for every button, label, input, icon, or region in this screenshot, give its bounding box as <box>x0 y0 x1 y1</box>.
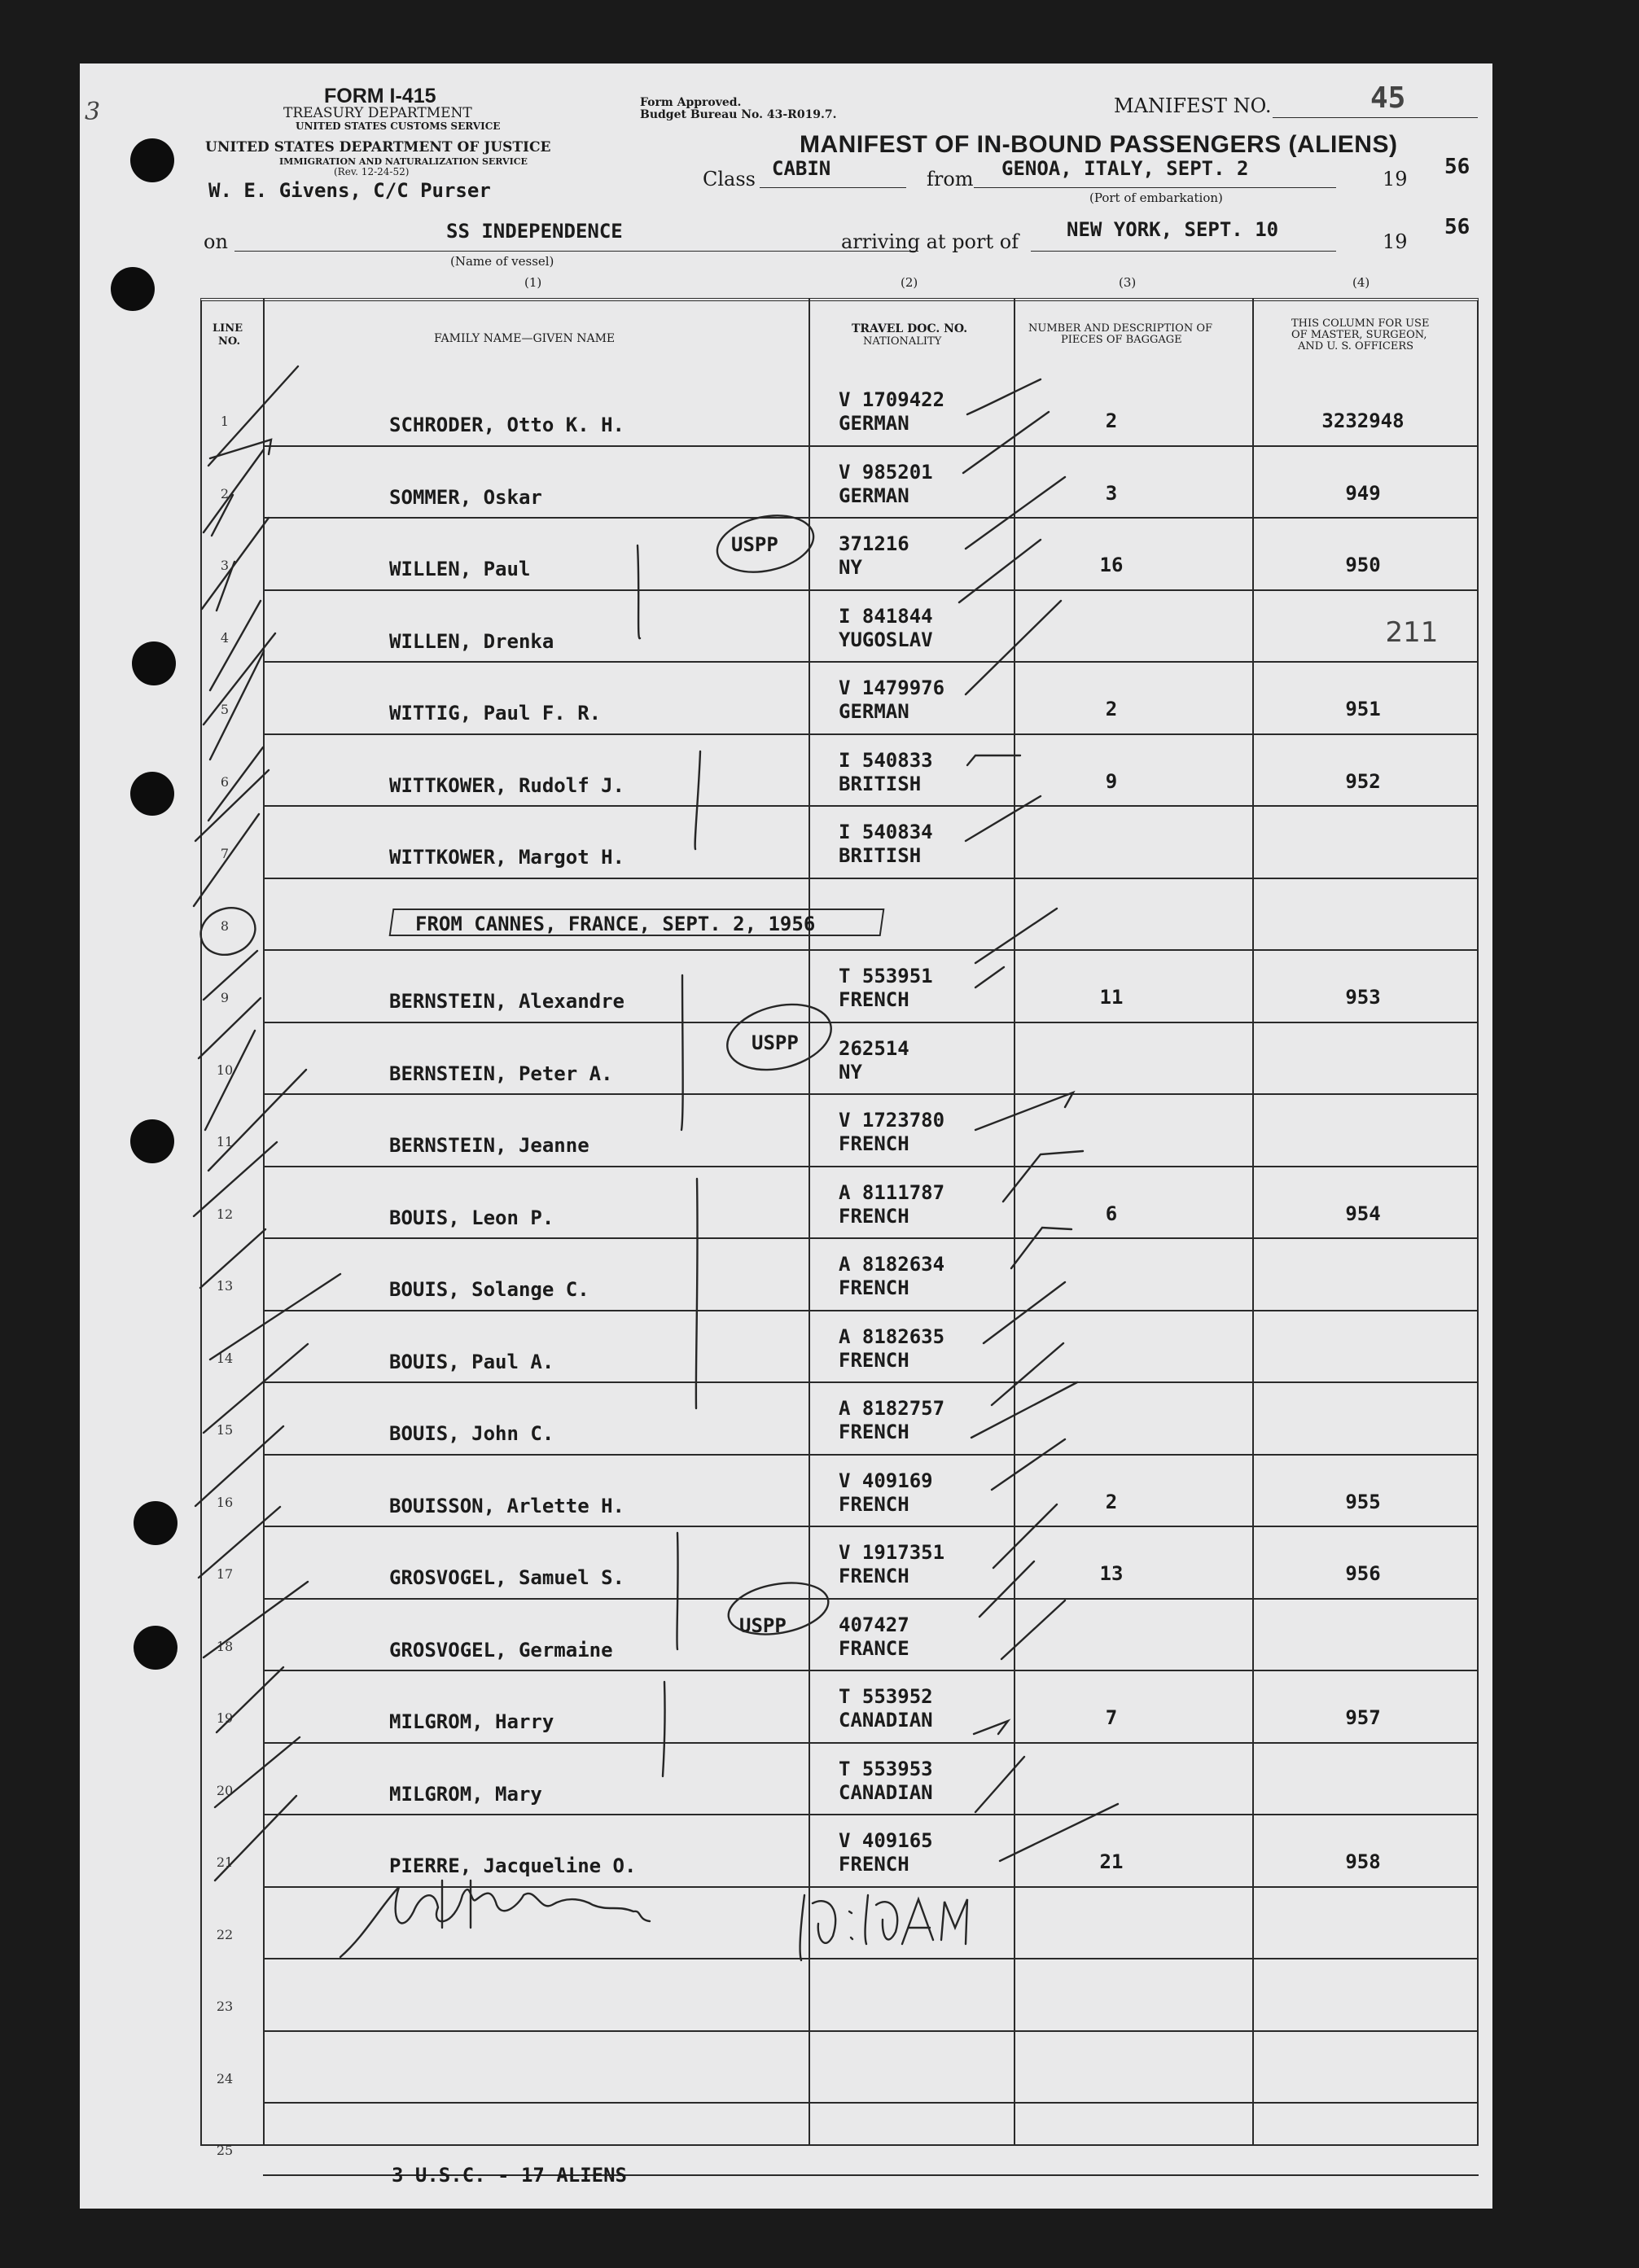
travel-doc-number: 262514 <box>839 1037 909 1060</box>
passenger-name: SOMMER, Oskar <box>389 486 542 509</box>
travel-doc-number: A 8111787 <box>839 1181 945 1204</box>
travel-doc-number: A 8182757 <box>839 1397 945 1420</box>
travel-doc-number: I 540833 <box>839 749 933 772</box>
nationality: BRITISH <box>839 773 922 795</box>
nationality: NY <box>839 1061 862 1084</box>
nationality: FRENCH <box>839 1349 909 1372</box>
year-embarkation: 56 <box>1444 155 1470 179</box>
travel-doc-number: V 1917351 <box>839 1541 945 1564</box>
nationality: GERMAN <box>839 484 909 507</box>
passenger-name: PIERRE, Jacqueline O. <box>389 1854 637 1877</box>
annotation-top: 3 <box>85 98 101 126</box>
officer-entry: 958 <box>1345 1850 1381 1873</box>
arrival-port: NEW YORK, SEPT. 10 <box>1067 218 1279 241</box>
passenger-name: GROSVOGEL, Samuel S. <box>389 1566 624 1589</box>
passenger-name: BERNSTEIN, Peter A. <box>389 1062 613 1085</box>
port-embarkation-caption: (Port of embarkation) <box>1089 190 1223 205</box>
passenger-name: WILLEN, Drenka <box>389 630 554 653</box>
handwritten-marks <box>80 63 1492 2209</box>
customs-service: UNITED STATES CUSTOMS SERVICE <box>296 120 501 132</box>
header-off-3: AND U. S. OFFICERS <box>1298 340 1414 352</box>
nationality: CANADIAN <box>839 1781 933 1804</box>
officer-entry: 957 <box>1345 1706 1381 1729</box>
line-number: 22 <box>216 1927 234 1942</box>
baggage-count: 13 <box>1099 1562 1124 1585</box>
treasury-dept: TREASURY DEPARTMENT <box>283 105 472 121</box>
nationality: GERMAN <box>839 412 909 435</box>
year-arrival: 56 <box>1444 215 1470 239</box>
header-name: FAMILY NAME—GIVEN NAME <box>434 332 616 345</box>
baggage-count: 11 <box>1099 986 1124 1009</box>
uspp-stamp: USPP <box>752 1031 799 1054</box>
travel-doc-number: 407427 <box>839 1613 909 1636</box>
budget-bureau: Budget Bureau No. 43-R019.7. <box>640 108 837 121</box>
passenger-name: WITTKOWER, Margot H. <box>389 846 624 869</box>
line-number: 24 <box>216 2071 234 2086</box>
baggage-count: 21 <box>1099 1850 1124 1873</box>
baggage-count: 6 <box>1105 1202 1118 1225</box>
line-number: 4 <box>220 630 230 646</box>
col-number-2: (2) <box>901 275 918 290</box>
line-number: 11 <box>216 1134 234 1149</box>
officer-entry: 953 <box>1345 986 1381 1009</box>
purser-name: W. E. Givens, C/C Purser <box>208 179 491 202</box>
officer-entry: 952 <box>1345 770 1381 793</box>
line-number: 13 <box>216 1278 234 1294</box>
line-number: 18 <box>216 1639 234 1654</box>
passenger-name: BOUISSON, Arlette H. <box>389 1495 624 1517</box>
manifest-number: 45 <box>1370 81 1406 115</box>
nationality: NY <box>839 556 862 579</box>
nationality: YUGOSLAV <box>839 628 933 651</box>
nationality: FRENCH <box>839 1493 909 1516</box>
officer-entry: 955 <box>1345 1491 1381 1513</box>
passenger-name: WITTKOWER, Rudolf J. <box>389 774 624 797</box>
uspp-stamp: USPP <box>731 533 778 556</box>
passenger-name: WILLEN, Paul <box>389 558 531 580</box>
manifest-title: MANIFEST OF IN-BOUND PASSENGERS (ALIENS) <box>800 131 1398 158</box>
passenger-name: SCHRODER, Otto K. H. <box>389 414 624 436</box>
travel-doc-number: T 553952 <box>839 1685 933 1708</box>
header-line: LINE <box>213 322 243 335</box>
manifest-no-label: MANIFEST NO. <box>1114 94 1272 117</box>
line-number: 25 <box>216 2143 234 2158</box>
header-off-2: OF MASTER, SURGEON, <box>1291 329 1427 341</box>
officer-entry: 951 <box>1345 698 1381 720</box>
nationality: FRENCH <box>839 1132 909 1155</box>
passenger-name: BOUIS, Solange C. <box>389 1278 589 1301</box>
travel-doc-number: V 1709422 <box>839 388 945 411</box>
officer-entry: 956 <box>1345 1562 1381 1585</box>
nationality: CANADIAN <box>839 1709 933 1732</box>
vessel-name: SS INDEPENDENCE <box>446 220 623 243</box>
year-prefix: 19 <box>1383 168 1408 190</box>
line-number: 12 <box>216 1206 234 1222</box>
footer-note: 3 U.S.C. - 17 ALIENS <box>392 2164 627 2187</box>
from-label: from <box>927 168 974 190</box>
passenger-name: BOUIS, Leon P. <box>389 1206 554 1229</box>
baggage-count: 7 <box>1105 1706 1118 1729</box>
nationality: BRITISH <box>839 844 922 867</box>
nationality: FRENCH <box>839 1276 909 1299</box>
travel-doc-number: I 540834 <box>839 821 933 843</box>
revision-date: (Rev. 12-24-52) <box>334 166 410 177</box>
baggage-count: 2 <box>1105 698 1118 720</box>
travel-doc-number: A 8182635 <box>839 1325 945 1348</box>
line-number: 6 <box>220 774 230 790</box>
travel-doc-number: I 841844 <box>839 605 933 628</box>
travel-doc-number: T 553951 <box>839 965 933 987</box>
travel-doc-number: 371216 <box>839 532 909 555</box>
class-value: CABIN <box>772 157 831 180</box>
nationality: FRANCE <box>839 1637 909 1660</box>
travel-doc-number: V 409169 <box>839 1469 933 1492</box>
officer-entry: 954 <box>1345 1202 1381 1225</box>
ins-header: IMMIGRATION AND NATURALIZATION SERVICE <box>279 156 528 167</box>
header-bag-2: PIECES OF BAGGAGE <box>1061 334 1182 346</box>
passenger-name: BOUIS, John C. <box>389 1422 554 1445</box>
form-approved: Form Approved. <box>640 96 742 109</box>
travel-doc-number: V 409165 <box>839 1829 933 1852</box>
travel-doc-number: A 8182634 <box>839 1253 945 1276</box>
line-number: 3 <box>220 558 230 573</box>
officer-entry: 950 <box>1345 554 1381 576</box>
line-number: 8 <box>220 918 230 934</box>
col-number-1: (1) <box>524 275 542 290</box>
nationality: FRENCH <box>839 1421 909 1443</box>
line-number: 7 <box>220 846 230 861</box>
line-number: 16 <box>216 1495 234 1510</box>
line-number: 10 <box>216 1062 234 1078</box>
manifest-page <box>80 63 1492 2209</box>
header-bag-1: NUMBER AND DESCRIPTION OF <box>1028 322 1213 335</box>
line-number: 2 <box>220 486 230 501</box>
line-number: 15 <box>216 1422 234 1438</box>
line-number: 21 <box>216 1854 234 1870</box>
travel-doc-number: V 1723780 <box>839 1109 945 1132</box>
line-number: 23 <box>216 1999 234 2014</box>
line-number: 5 <box>220 702 230 717</box>
travel-doc-number: V 1479976 <box>839 676 945 699</box>
baggage-count: 2 <box>1105 1491 1118 1513</box>
header-doc-1: TRAVEL DOC. NO. <box>852 322 968 335</box>
uspp-stamp: USPP <box>739 1614 787 1637</box>
nationality: FRENCH <box>839 1853 909 1876</box>
officer-entry: 3232948 <box>1321 409 1405 432</box>
line-number: 14 <box>216 1351 234 1366</box>
baggage-count: 9 <box>1105 770 1118 793</box>
nationality: FRENCH <box>839 1205 909 1228</box>
travel-doc-number: V 985201 <box>839 461 933 484</box>
officer-entry: 211 <box>1385 616 1439 649</box>
line-number: 9 <box>220 990 230 1005</box>
nationality: GERMAN <box>839 700 909 723</box>
header-doc-2: NATIONALITY <box>863 335 942 348</box>
form-number: FORM I-415 <box>324 85 436 107</box>
class-label: Class <box>703 168 756 190</box>
line-number: 1 <box>220 414 230 429</box>
passenger-name: MILGROM, Harry <box>389 1710 554 1733</box>
header-no: NO. <box>218 335 240 348</box>
embarkation-port: GENOA, ITALY, SEPT. 2 <box>1001 157 1249 180</box>
passenger-name: BERNSTEIN, Jeanne <box>389 1134 589 1157</box>
passenger-name: GROSVOGEL, Germaine <box>389 1639 613 1662</box>
year-prefix-2: 19 <box>1383 230 1408 253</box>
passenger-name: WITTIG, Paul F. R. <box>389 702 602 725</box>
line-number: 19 <box>216 1710 234 1726</box>
doj-header: UNITED STATES DEPARTMENT OF JUSTICE <box>205 139 551 155</box>
passenger-name: BOUIS, Paul A. <box>389 1351 554 1373</box>
section-header: FROM CANNES, FRANCE, SEPT. 2, 1956 <box>415 913 816 935</box>
baggage-count: 2 <box>1105 409 1118 432</box>
nationality: FRENCH <box>839 988 909 1011</box>
header-off-1: THIS COLUMN FOR USE <box>1291 317 1430 330</box>
officer-entry: 949 <box>1345 482 1381 505</box>
line-number: 20 <box>216 1783 234 1798</box>
passenger-name: MILGROM, Mary <box>389 1783 542 1806</box>
col-number-4: (4) <box>1352 275 1370 290</box>
nationality: FRENCH <box>839 1565 909 1587</box>
passenger-name: BERNSTEIN, Alexandre <box>389 990 624 1013</box>
baggage-count: 16 <box>1099 554 1124 576</box>
vessel-caption: (Name of vessel) <box>450 254 554 269</box>
arriving-label: arriving at port of <box>841 230 1019 253</box>
col-number-3: (3) <box>1119 275 1137 290</box>
line-number: 17 <box>216 1566 234 1582</box>
on-label: on <box>204 230 228 253</box>
travel-doc-number: T 553953 <box>839 1758 933 1780</box>
baggage-count: 3 <box>1105 482 1118 505</box>
